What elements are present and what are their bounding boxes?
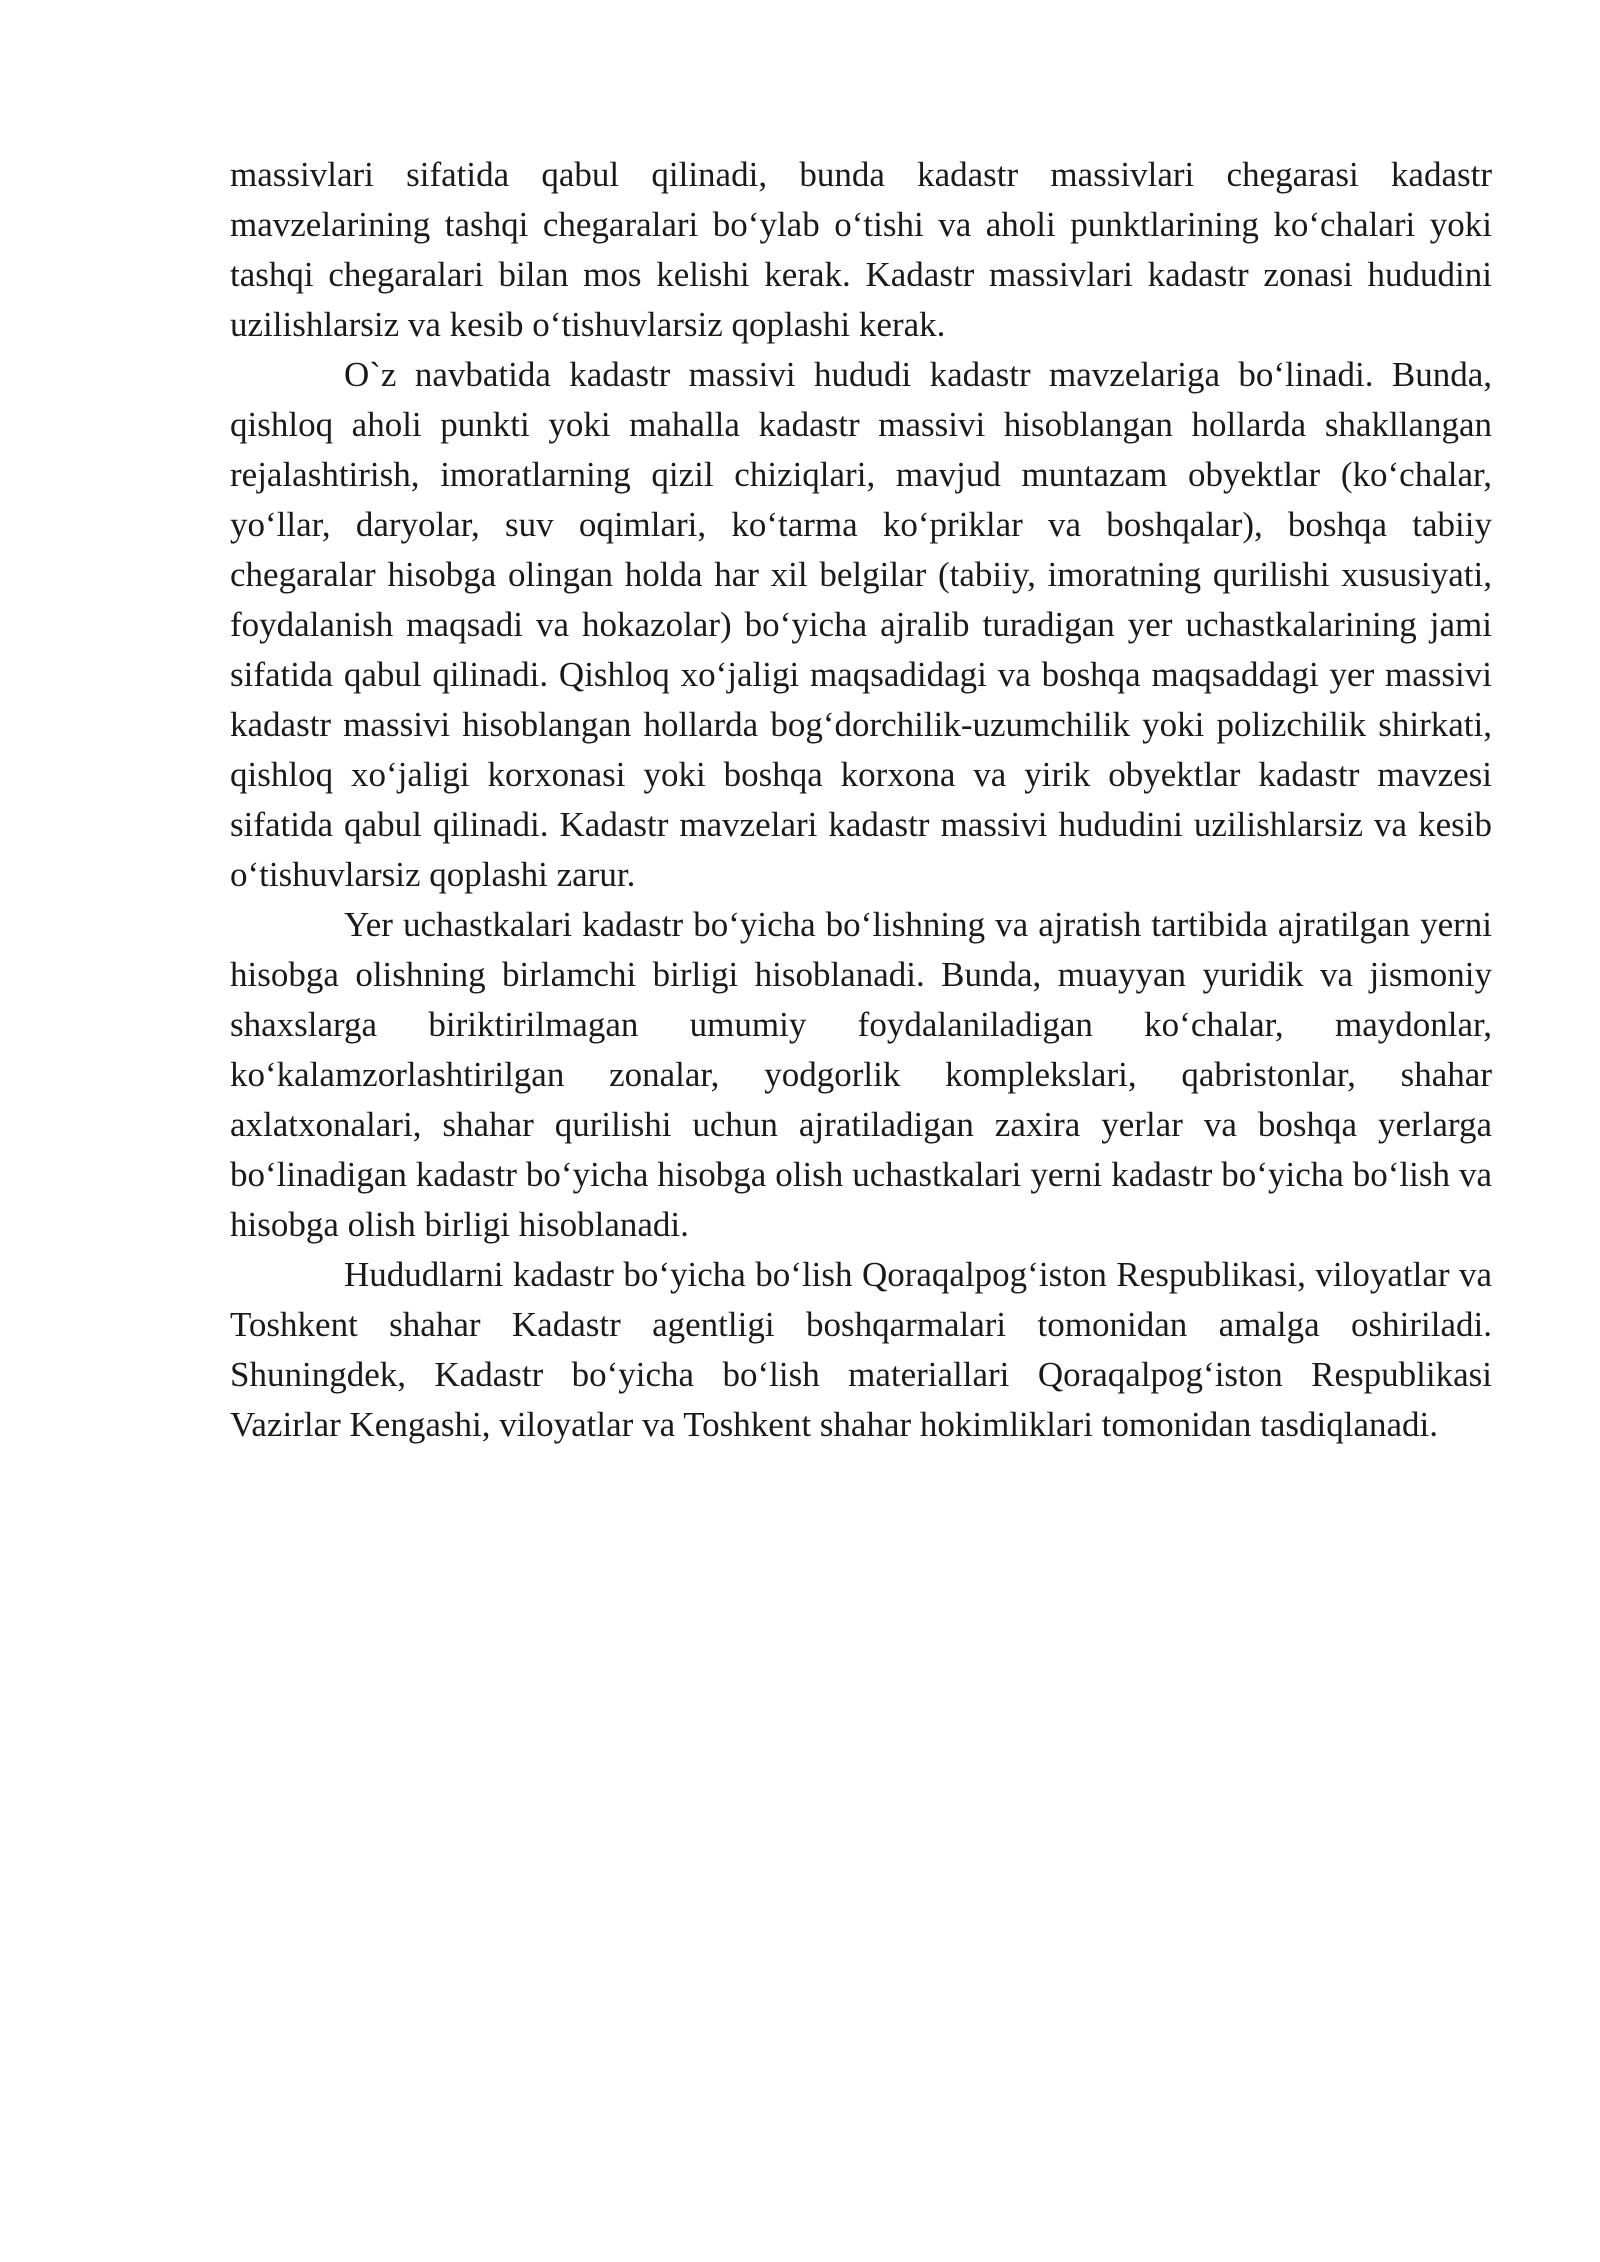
document-page <box>230 150 1492 1450</box>
paragraph-2: O`z navbatida kadastr massivi hududi kadastr mavzelariga bo‘linadi. Bunda, qishloq aholi punkti yoki mahalla kadastr massivi hisoblangan hollarda shakllangan rejalashtirish, imoratlarning qizil chiziqlari, mavjud muntazam obyektlar (ko‘chalar, yo‘llar, daryolar, suv oqimlari, ko‘tarma ko‘priklar va boshqalar), boshqa tabiiy chegaralar hisobga olingan holda har xil belgilar (tabiiy, imoratning qurilishi xususiyati, foydalanish maqsadi va hokazolar) bo‘yicha ajralib turadigan yer uchastkalarining jami sifatida qabul qilinadi. Qishloq xo‘jaligi maqsadidagi va boshqa maqsaddagi yer massivi kadastr massivi hisoblangan hollarda bog‘dorchilik-uzumchilik yoki polizchilik shirkati, qishloq xo‘jaligi korxonasi yoki boshqa korxona va yirik obyektlar kadastr mavzesi sifatida qabul qilinadi. Kadastr mavzelari kadastr massivi hududini uzilishlarsiz va kesib o‘tishuvlarsiz qoplashi zarur. <box>230 355 1492 894</box>
paragraph-4: Hududlarni kadastr bo‘yicha bo‘lish Qoraqalpog‘iston Respublikasi, viloyatlar va Toshkent shahar Kadastr agentligi boshqarmalari tomonidan amalga oshiriladi. Shuningdek, Kadastr bo‘yicha bo‘lish materiallari Qoraqalpog‘iston Respublikasi Vazirlar Kengashi, viloyatlar va Toshkent shahar hokimliklari tomonidan tasdiqlanadi. <box>230 1255 1492 1444</box>
paragraph-3: Yer uchastkalari kadastr bo‘yicha bo‘lishning va ajratish tartibida ajratilgan yerni hisobga olishning birlamchi birligi hisoblanadi. Bunda, muayyan yuridik va jismoniy shaxslarga biriktirilmagan umumiy foydalaniladigan ko‘chalar, maydonlar, ko‘kalamzorlashtirilgan zonalar, yodgorlik komplekslari, qabristonlar, shahar axlatxonalari, shahar qurilishi uchun ajratiladigan zaxira yerlar va boshqa yerlarga bo‘linadigan kadastr bo‘yicha hisobga olish uchastkalari yerni kadastr bo‘yicha bo‘lish va hisobga olish birligi hisoblanadi. <box>230 905 1492 1244</box>
paragraph-1: massivlari sifatida qabul qilinadi, bunda kadastr massivlari chegarasi kadastr mavzelarining tashqi chegaralari bo‘ylab o‘tishi va aholi punktlarining ko‘chalari yoki tashqi chegaralari bilan mos kelishi kerak. Kadastr massivlari kadastr zonasi hududini uzilishlarsiz va kesib o‘tishuvlarsiz qoplashi kerak. <box>230 155 1492 344</box>
